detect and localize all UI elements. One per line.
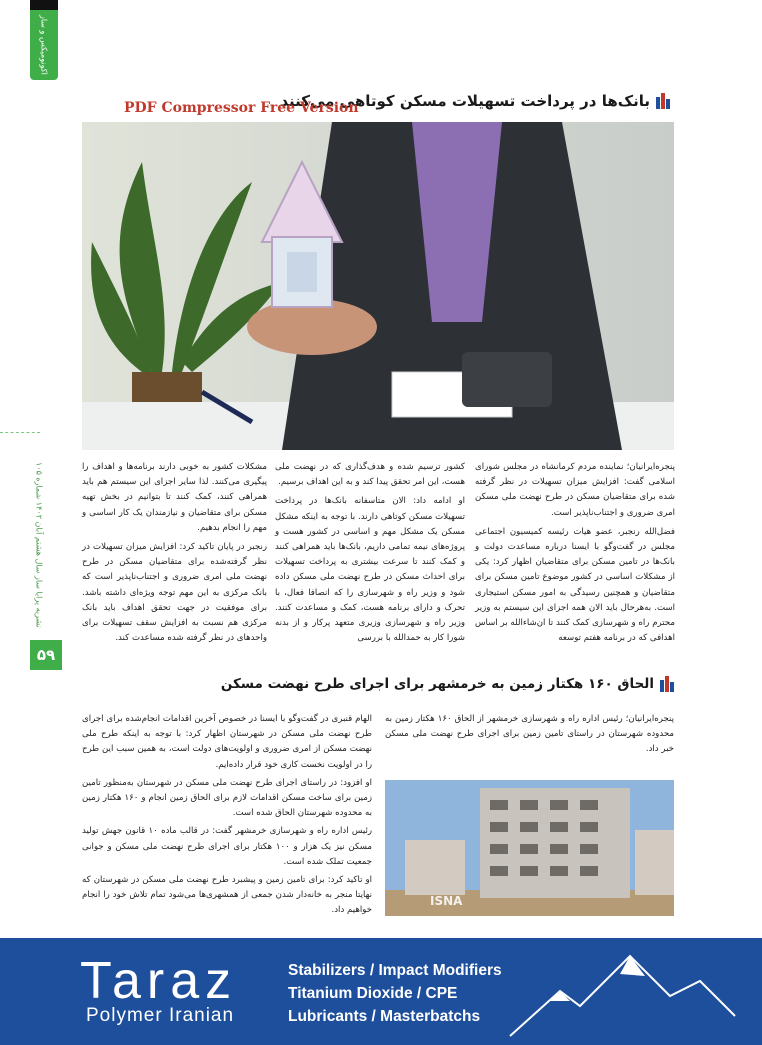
article2-col-right xyxy=(385,712,674,758)
image-credit: ISNA xyxy=(430,894,463,908)
article1-title: بانک‌ها در پرداخت تسهیلات مسکن کوتاهی می‌کنند xyxy=(280,92,650,110)
paragraph: رئیس اداره راه و شهرسازی خرمشهر گفت: در قالب ماده ۱۰ قانون جهش تولید مسکن نیز یک هزار و ۱۰۰ هکتار برای اجرای طرح نهضت ملی مسکن و جوانی جمعیت تملک شده است. xyxy=(82,826,372,867)
article1-col-left xyxy=(82,460,267,646)
ad-product-line: Stabilizers / Impact Modifiers xyxy=(288,962,502,979)
ad-product-line: Titanium Dioxide / CPE xyxy=(288,985,458,1002)
hero-image xyxy=(82,122,674,450)
paragraph: او تاکید کرد: برای تامین زمین و پیشبرد طرح نهضت ملی مسکن در شهرستان که نهایتا منجر به خانه‌دار شدن جمعی از همشهری‌ها می‌شود تمام تلاش خود را انجام خواهیم داد. xyxy=(82,875,372,916)
mountain-logo-icon xyxy=(500,946,740,1041)
bar-chart-icon xyxy=(656,93,670,109)
paragraph: کشور ترسیم شده و هدف‌گذاری که در نهضت ملی هست، این امر تحقق پیدا کند و به این اهداف برسیم. xyxy=(275,462,465,488)
paragraph: الهام قنبری در گفت‌وگو با ایسنا در خصوص آخرین اقدامات انجام‌شده برای اجرای طرح نهضت ملی مسکن در شهرستان اظهار کرد: با توجه به اینکه طرح ملی نهضت مسکن از امری ضروری و اولویت‌های دولت است، به همین سبب این طرح را در اولویت نخست کاری خود قرار داده‌ایم. xyxy=(82,714,372,770)
article2-header xyxy=(221,676,674,692)
paragraph: پنجره‌ایرانیان؛ رئیس اداره راه و شهرسازی خرمشهر از الحاق ۱۶۰ هکتار زمین به محدوده شهرستان در راستای تامین زمین برای اجرای طرح نهضت ملی مسکن خبر داد. xyxy=(385,714,674,755)
paragraph: او افزود: در راستای اجرای طرح نهضت ملی مسکن در شهرستان به‌منظور تامین زمین برای ساخت مسکن اقدامات لازم برای الحاق زمین انجام و ۱۶۰ هکتار زمین به محدوده شهرستان الحاق شده است. xyxy=(82,777,372,819)
page-number: ۵۹ xyxy=(30,640,62,670)
ad-brand: Taraz xyxy=(80,952,238,1010)
article2-image xyxy=(385,780,674,916)
side-divider xyxy=(0,432,40,434)
article1-col-middle xyxy=(275,460,465,646)
paragraph: او ادامه داد: الان متاسفانه بانک‌ها در پرداخت تسهیلات مسکن کوتاهی دارند. با توجه به اینکه مشکل مسکن یک مشکل مهم و اساسی در کشور هست و پروژه‌های نیمه تمامی داریم، بانک‌ها باید همراهی کنند و کمک کنند تا سرعت بیشتری به پرداخت تسهیلات برای احداث مسکن در طرح نهضت ملی مسکن داده شود و وزیر راه و شهرسازی را که انصافا فعال، با تحرک و دارای برنامه هست، کمک و مساعدت کنند. وزیر راه و شهرسازی وزیری متعهد پرکار و از بدنه شورا کار به حمدالله با بررسی xyxy=(275,496,465,644)
article2-col-left xyxy=(82,712,372,919)
paragraph: فضل‌الله رنجبر، عضو هیات رئیسه کمیسیون اجتماعی مجلس در گفت‌وگو با ایسنا درباره مساعدت دولت و بانک‌ها در تامین مسکن برای متقاضیان اظهار کرد: یکی از مشکلات اساسی در کشور موضوع تامین مسکن برای متقاضیان و همچنین رسیدگی به امور مسکن استیجاری است. به‌هرحال باید الان همه اجزای این سیستم به وزیر محترم راه و شهرسازی کمک کنند تا ان‌شاءالله بر اساس اهدافی که در برنامه هفتم توسعه xyxy=(475,526,675,644)
issue-info: نشریه پرایا ساز سال هشتم آبان ۱۴۰۲ شماره ۱۰۵ xyxy=(34,462,44,628)
article1-col-right xyxy=(475,460,675,646)
ad-brand-sub: Polymer Iranian xyxy=(86,1005,235,1026)
paragraph: مشکلات کشور به خوبی دارند برنامه‌ها و اهداف را پیگیری می‌کنند. لذا سایر اجزای این سیستم هم باید همراهی کنند، کمک کنند تا بتوانیم در بخش تهیه مسکن برای متقاضیان و نیازمندان یک کار اساسی و مهم را انجام بدهیم. xyxy=(82,462,267,533)
ad-product-line: Lubricants / Masterbatchs xyxy=(288,1008,481,1025)
article2-title: الحاق ۱۶۰ هکتار زمین به خرمشهر برای اجرای طرح نهضت مسکن xyxy=(220,676,654,692)
section-tab-cap xyxy=(30,0,58,10)
bar-chart-icon xyxy=(660,676,674,692)
section-tab-label: اکونومیکس و ساز xyxy=(39,15,49,75)
paragraph: پنجره‌ایرانیان؛ نماینده مردم کرمانشاه در مجلس شورای اسلامی گفت: افزایش میزان تسهیلات در نظر گرفته شده برای متقاضیان مسکن در طرح نهضت ملی مسکن امری ضروری و اجتناب‌ناپذیر است. xyxy=(475,462,675,518)
watermark: PDF Compressor Free Version xyxy=(124,100,359,116)
paragraph: رنجبر در پایان تاکید کرد: افزایش میزان تسهیلات در نظر گرفته‌شده برای متقاضیان مسکن در طرح نهضت ملی امری ضروری و اجتناب‌ناپذیر است که بانک مرکزی به این مهم توجه ویژه‌ای داشته باشد. برای موفقیت در جهت تحقق اهداف باید بانک مرکزی هم نسبت به افزایش سقف تسهیلات برای واحدهای در نظر گرفته شده مساعدت کند. xyxy=(82,542,267,644)
